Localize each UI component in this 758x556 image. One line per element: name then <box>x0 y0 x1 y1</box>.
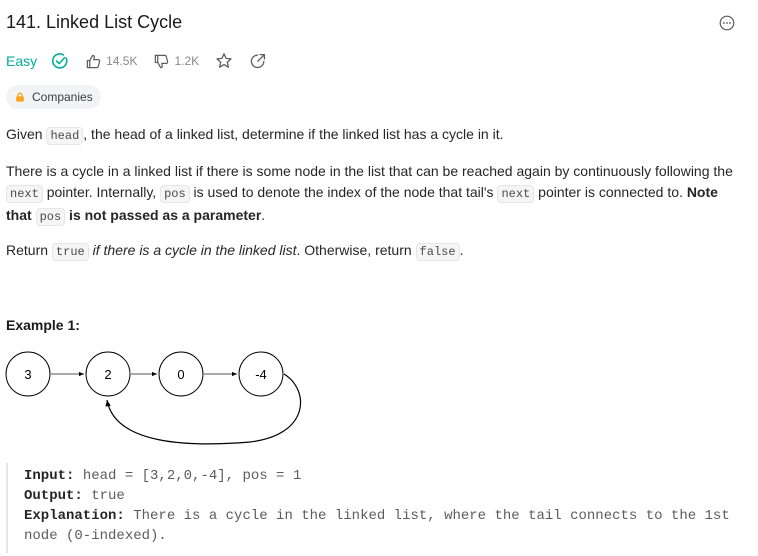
svg-text:2: 2 <box>104 367 112 382</box>
description-paragraph-1: Given head , the head of a linked list, determine if the linked list has a cycle in it. <box>6 126 504 143</box>
inline-code: pos <box>160 185 190 203</box>
inline-code: true <box>52 243 89 261</box>
linked-list-diagram <box>0 345 320 455</box>
inline-code: next <box>6 185 43 203</box>
list-node <box>86 352 130 396</box>
svg-text:0: 0 <box>177 367 185 382</box>
list-node <box>239 352 283 396</box>
svg-text:3: 3 <box>24 367 32 382</box>
svg-text:-4: -4 <box>255 367 267 382</box>
dislike-button[interactable] <box>153 53 199 70</box>
example-explanation-line: Explanation: There is a cycle in the linked list, where the tail connects to the 1st node (0-indexed). <box>24 508 730 544</box>
solved-check-icon <box>51 52 69 70</box>
thumbs-down-icon <box>153 53 170 70</box>
dislike-count: 1.2K <box>174 54 200 68</box>
thumbs-up-icon <box>85 53 102 70</box>
list-node <box>159 352 203 396</box>
inline-code: pos <box>36 208 66 226</box>
inline-code: next <box>497 185 534 203</box>
companies-label: Companies <box>32 90 93 104</box>
inline-code: head <box>46 127 83 145</box>
problem-title: 141. Linked List Cycle <box>6 12 183 32</box>
difficulty-badge: Easy <box>6 53 38 69</box>
example-1-heading: Example 1: <box>6 317 80 333</box>
lock-icon <box>15 92 25 102</box>
list-node <box>6 352 50 396</box>
companies-tag[interactable] <box>6 85 101 109</box>
example-1-block <box>6 463 751 553</box>
description-paragraph-3: Return true if there is a cycle in the linked list. Otherwise, return false . <box>6 242 464 259</box>
star-icon[interactable] <box>215 52 233 70</box>
like-count: 14.5K <box>106 54 138 68</box>
description-paragraph-2: There is a cycle in a linked list if there is some node in the list that can be reached again by continuously following the next pointer. Internally, pos is used to denote the index of the node that tail's next pointer is connected to. Note that pos is not passed as a parameter. <box>6 163 733 224</box>
problem-meta-row <box>6 51 267 71</box>
inline-code: false <box>416 243 460 261</box>
example-input-line: Input: head = [3,2,0,-4], pos = 1 <box>24 468 302 484</box>
like-button[interactable] <box>85 53 137 70</box>
example-output-line: Output: true <box>24 488 125 504</box>
more-options-icon[interactable] <box>719 15 735 31</box>
share-icon[interactable] <box>249 52 267 70</box>
